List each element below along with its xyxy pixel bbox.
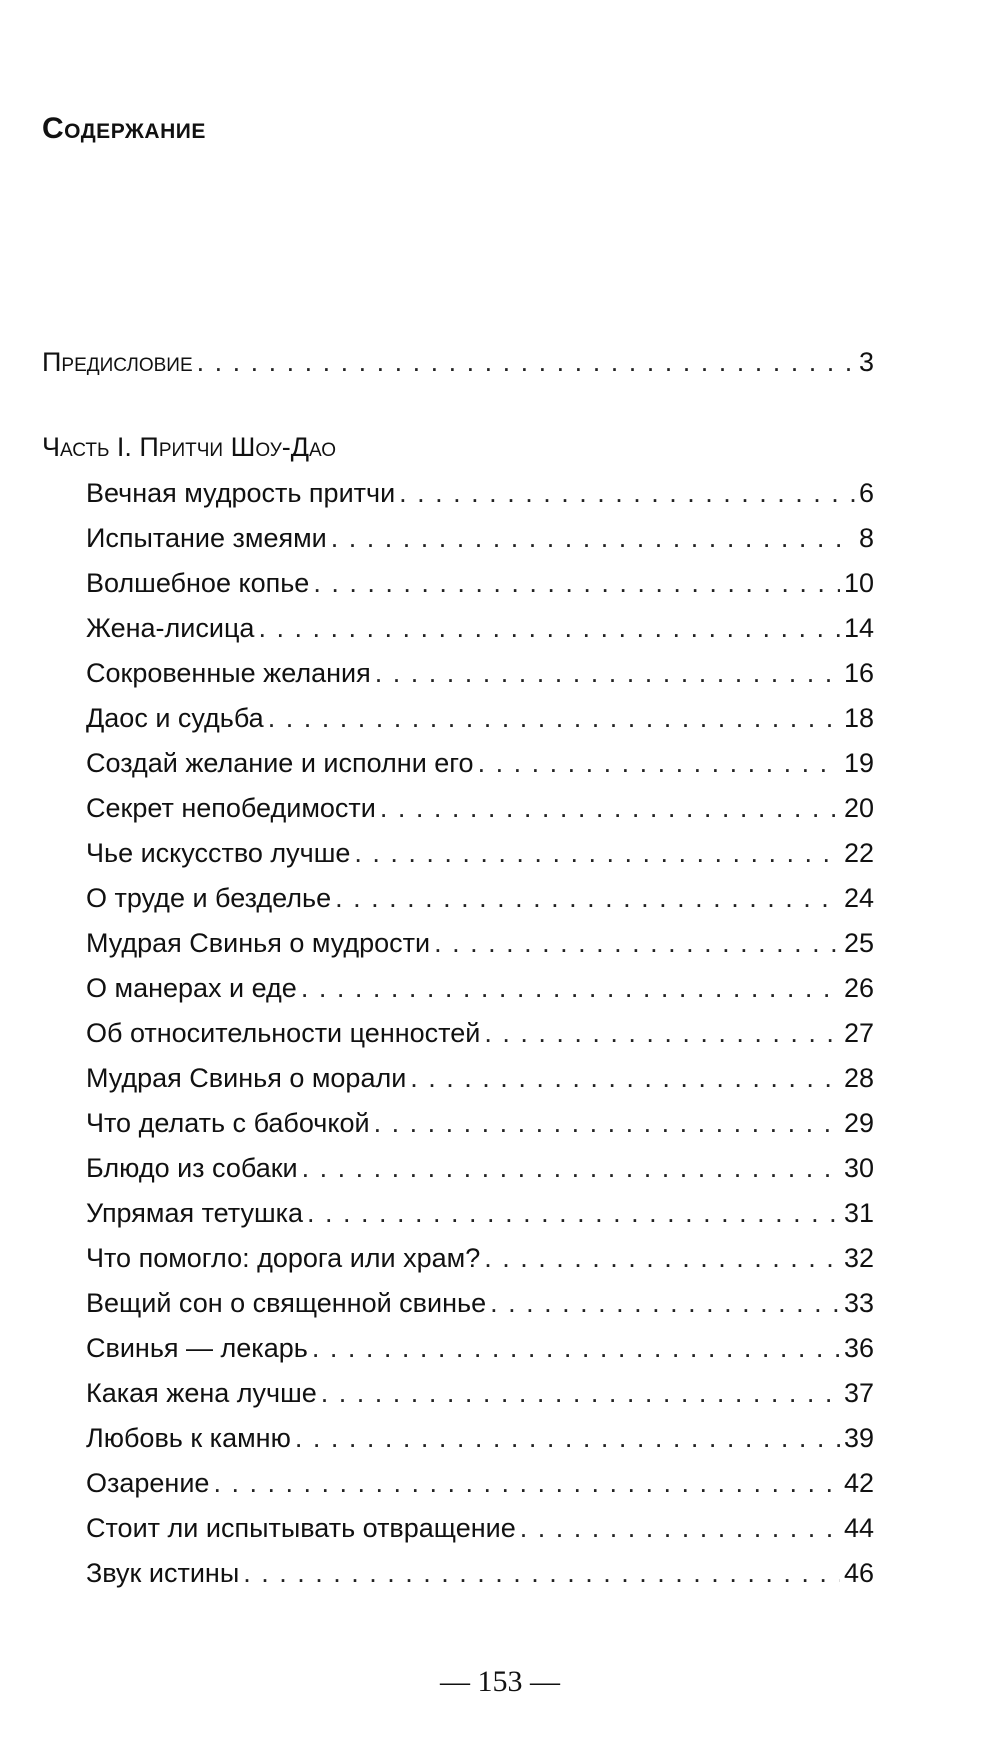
dot-leader [258, 611, 840, 645]
dot-leader [331, 521, 855, 555]
page-number: — 153 — [440, 1665, 560, 1698]
toc-entry [86, 1421, 874, 1466]
toc-entry [86, 1331, 874, 1376]
dot-leader [490, 1286, 840, 1320]
toc-entry-page: 42 [843, 1468, 874, 1498]
toc-entry-title: Стоит ли испытывать отвращение [86, 1513, 516, 1543]
toc-entry [86, 746, 874, 791]
toc-entry [86, 1556, 874, 1601]
toc-entry-title: Создай желание и исполни его [86, 748, 474, 778]
dot-leader [484, 1016, 840, 1050]
toc-entry-page: 39 [843, 1423, 874, 1453]
dot-leader [197, 345, 855, 379]
toc-entry-title: О труде и безделье [86, 883, 332, 913]
dot-leader [374, 1106, 840, 1140]
toc-entry-title: Жена-лисица [86, 613, 255, 643]
toc-entry [86, 836, 874, 881]
dot-leader [380, 791, 840, 825]
toc-entry [86, 1016, 874, 1061]
toc-entry-title: Об относительности ценностей [86, 1018, 481, 1048]
toc-entry-page: 16 [843, 658, 874, 688]
toc-entry-page: 10 [843, 568, 874, 598]
toc-entry [86, 926, 874, 971]
dot-leader [335, 881, 840, 915]
toc-entry-page: 25 [843, 928, 874, 958]
toc-entry-page: 29 [843, 1108, 874, 1138]
toc-entry [86, 1376, 874, 1421]
toc-entry-title: Что делать с бабочкой [86, 1108, 370, 1138]
dot-leader [354, 836, 840, 870]
toc-entry-preface [42, 345, 874, 379]
dot-leader [520, 1511, 840, 1545]
toc-entry [86, 971, 874, 1016]
toc-entry [86, 656, 874, 701]
toc-entry-page: 28 [843, 1063, 874, 1093]
toc-entry-page: 20 [843, 793, 874, 823]
toc-entry-title: Что помогло: дорога или храм? [86, 1243, 481, 1273]
toc-entry-title: Мудрая Свинья о морали [86, 1063, 407, 1093]
toc-entry [86, 1241, 874, 1286]
page-title: Содержание [42, 112, 206, 145]
toc-entry [86, 1466, 874, 1511]
toc-entry-title: Вечная мудрость притчи [86, 478, 396, 508]
dot-leader [295, 1421, 840, 1455]
dot-leader [213, 1466, 840, 1500]
dot-leader [312, 1331, 840, 1365]
dot-leader [434, 926, 840, 960]
dot-leader [478, 746, 840, 780]
toc-entry [86, 1151, 874, 1196]
toc-entry-page: 8 [858, 523, 874, 553]
toc-entry [86, 701, 874, 746]
dot-leader [243, 1556, 840, 1590]
dot-leader [313, 566, 840, 600]
toc-entry-title: Секрет непобедимости [86, 793, 376, 823]
toc-entry-title: О манерах и еде [86, 973, 297, 1003]
toc-entry-page: 18 [843, 703, 874, 733]
toc-entry [86, 521, 874, 566]
toc-entry-title: Блюдо из собаки [86, 1153, 298, 1183]
toc-entry [86, 476, 874, 521]
toc-entry-page: 26 [843, 973, 874, 1003]
toc-entry [86, 1106, 874, 1151]
toc-entry-title: Чье искусство лучше [86, 838, 351, 868]
toc-entry-title: Какая жена лучше [86, 1378, 317, 1408]
toc-entry-page: 3 [858, 347, 874, 377]
toc-entry-title: Предисловие [42, 347, 193, 377]
toc-entry-page: 27 [843, 1018, 874, 1048]
toc-entry [86, 1061, 874, 1106]
toc-entry-page: 19 [843, 748, 874, 778]
toc-entry-title: Сокровенные желания [86, 658, 371, 688]
toc-entry-page: 33 [843, 1288, 874, 1318]
toc-entry-page: 46 [843, 1558, 874, 1588]
toc-entry-title: Упрямая тетушка [86, 1198, 304, 1228]
toc-entry [86, 1286, 874, 1331]
toc-entry [86, 881, 874, 926]
toc-entry-title: Даос и судьба [86, 703, 264, 733]
toc-entry [86, 566, 874, 611]
toc-entry-title: Озарение [86, 1468, 210, 1498]
toc-entry-title: Мудрая Свинья о мудрости [86, 928, 431, 958]
toc-entry-page: 14 [843, 613, 874, 643]
toc-entry-page: 31 [843, 1198, 874, 1228]
toc-entry [86, 611, 874, 656]
toc-entry-title: Волшебное копье [86, 568, 310, 598]
toc-entry-page: 22 [843, 838, 874, 868]
dot-leader [307, 1196, 840, 1230]
toc-entry-page: 30 [843, 1153, 874, 1183]
toc-entry-page: 32 [843, 1243, 874, 1273]
toc-entry [86, 1511, 874, 1556]
part-heading: Часть I. Притчи Шоу-Дао [42, 432, 337, 462]
toc-entry-title: Свинья — лекарь [86, 1333, 308, 1363]
dot-leader [268, 701, 840, 735]
toc-entry-page: 6 [858, 478, 874, 508]
chapter-list [86, 476, 874, 1601]
toc-entry-title: Вещий сон о священной свинье [86, 1288, 487, 1318]
dot-leader [484, 1241, 840, 1275]
dot-leader [399, 476, 855, 510]
dot-leader [410, 1061, 840, 1095]
toc-entry-page: 36 [843, 1333, 874, 1363]
toc-entry [86, 1196, 874, 1241]
dot-leader [375, 656, 840, 690]
toc-entry-page: 37 [843, 1378, 874, 1408]
toc-entry-title: Испытание змеями [86, 523, 327, 553]
toc-entry-title: Любовь к камню [86, 1423, 291, 1453]
dot-leader [302, 1151, 840, 1185]
toc-entry [86, 791, 874, 836]
toc-entry-title: Звук истины [86, 1558, 240, 1588]
dot-leader [321, 1376, 840, 1410]
toc-entry-page: 44 [843, 1513, 874, 1543]
dot-leader [301, 971, 840, 1005]
toc-entry-page: 24 [843, 883, 874, 913]
